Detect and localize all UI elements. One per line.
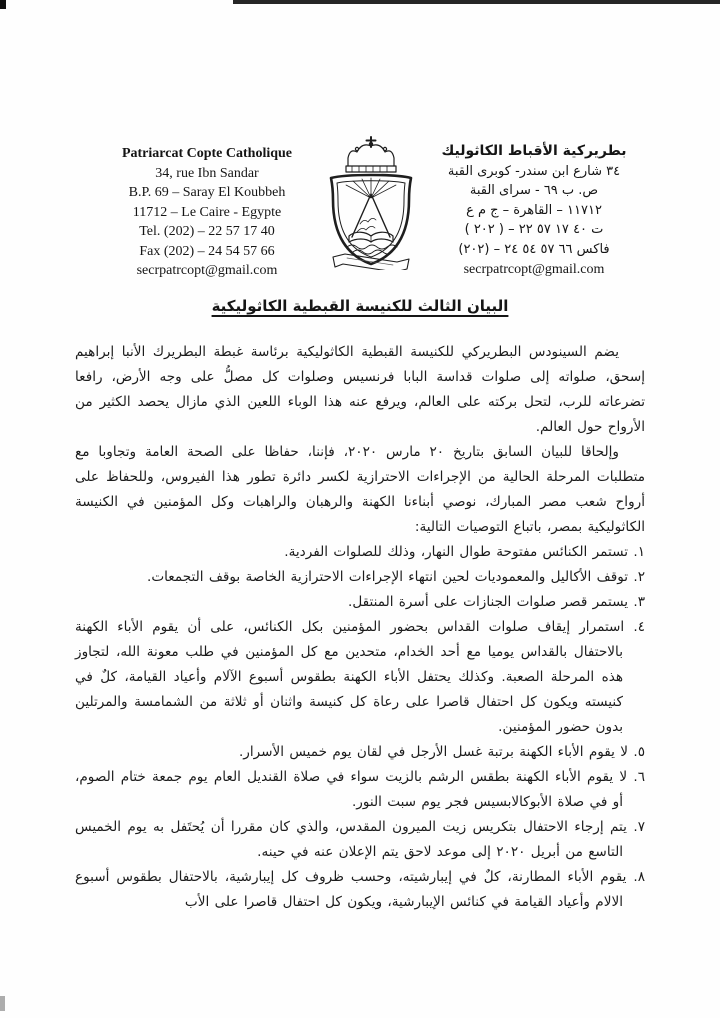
list-item bbox=[75, 565, 645, 590]
list-item bbox=[75, 590, 645, 615]
scan-artifact-top-edge bbox=[233, 0, 720, 4]
document-title: البيان الثالث للكنيسة القبطية الكاثوليكية bbox=[211, 297, 509, 315]
list-item-text: استمرار إيقاف صلوات القداس بحضور المؤمنين بكل الكنائس، على أن يقوم الأباء الكهنة بالاحتفال بالقداس يوميا مع أحد الخدام، متحدين مع كل المؤمنين في طلب معونة الله، لتجاوز هذه المرحلة الصعبة. وكذلك يحتفل الأباء الكهنة بطقوس أسبوع الآلام وأعياد القيامة، كلٌ في كنيسته ويكون كل احتفال قاصرا على رعاة كل كنيسة واثنان أو ثلاثة من الشمامسة والمرتلين بدون حضور المؤمنين. bbox=[75, 619, 625, 735]
email-text: secrpatrcopt@gmail.com bbox=[463, 261, 605, 277]
list-item-text: توقف الأكاليل والمعموديات لحين انتهاء الإجراءات الاحترازية الخاصة بوقف التجمعات. bbox=[147, 569, 629, 585]
letterhead-french bbox=[98, 144, 316, 281]
phone-line: ت ٤٠ ١٧ ٥٧ ٢٢ – ( ٢٠٢ ) bbox=[464, 222, 604, 238]
list-item-number: ٧. bbox=[633, 819, 645, 835]
address-line: 34, rue Ibn Sandar bbox=[155, 165, 259, 181]
fax-line: Fax (202) – 24 54 57 66 bbox=[139, 243, 275, 259]
body-paragraph: وإلحاقا للبيان السابق بتاريخ ٢٠ مارس ٢٠٢٠، فإننا، حفاظا على الصحة العامة وتجاوبا مع متطلبات المرحلة الحالية من الإجراءات الاحترازية لكسر دائرة تطور هذا الفيروس، وللحفاظ على أرواح شعب مصر المبارك، نوصي أبناءنا الكهنة والرهبان والراهبات وكل المؤمنين في الكنيسة الكاثوليكية بمصر، باتباع التوصيات التالية: bbox=[75, 444, 645, 535]
list-item-number: ٤. bbox=[633, 619, 645, 635]
address-line: ٣٤ شارع ابن سندر- كوبرى القبة bbox=[447, 163, 621, 179]
body-paragraph: يضم السينودس البطريركي للكنيسة القبطية الكاثوليكية برئاسة غبطة البطريرك الأنبا إبراهيم إسحق، صلواته إلى صلوات قداسة البابا فرنسيس وصلوات كل مصلُّ على وجه الأرض، رافعا تضرعاته للرب، لتحل بركته على العالم، ويرفع عنه هذا الوباء اللعين الذي مازال يحصد الكثير من الأرواح حول العالم. bbox=[75, 344, 645, 435]
list-item-number: ٥. bbox=[633, 744, 645, 760]
org-name-arabic: بطريركية الأقباط الكاثوليك bbox=[441, 143, 627, 159]
letterhead-arabic bbox=[424, 142, 644, 279]
address-line: ص. ب ٦٩ - سراى القبة bbox=[469, 183, 599, 199]
list-item-number: ١. bbox=[633, 544, 645, 560]
list-item bbox=[75, 615, 645, 740]
list-item-number: ٢. bbox=[633, 569, 645, 585]
document-body bbox=[75, 340, 645, 915]
list-item bbox=[75, 740, 645, 765]
list-item-number: ٣. bbox=[633, 594, 645, 610]
fax-line: فاكس ٦٦ ٥٧ ٥٤ ٢٤ – (٢٠٢) bbox=[458, 241, 610, 257]
list-item-text: يقوم الأباء المطارنة، كلٌ في إيبارشيته، وحسب ظروف كل إيبارشية، بالاحتفال بطقوس أسبوع الالام وأعياد القيامة في كنائس الإيبارشية، ويكون كل احتفال قاصرا على الأب bbox=[75, 869, 627, 910]
address-line: B.P. 69 – Saray El Koubbeh bbox=[128, 185, 286, 200]
list-item bbox=[75, 540, 645, 565]
list-item-text: تستمر الكنائس مفتوحة طوال النهار، وذلك للصلوات الفردية. bbox=[284, 544, 629, 560]
org-name-french: Patriarcat Copte Catholique bbox=[121, 146, 293, 161]
scan-artifact-corner bbox=[0, 0, 6, 9]
list-item bbox=[75, 815, 645, 865]
address-line: ١١٧١٢ – القاهرة – ج م ع bbox=[466, 202, 602, 218]
list-item-text: يستمر قصر صلوات الجنازات على أسرة المنتقل. bbox=[348, 594, 629, 610]
list-item bbox=[75, 865, 645, 915]
email-text: secrpatrcopt@gmail.com bbox=[136, 263, 278, 278]
address-line: 11712 – Le Caire - Egypte bbox=[132, 204, 282, 220]
list-item bbox=[75, 765, 645, 815]
list-item-number: ٦. bbox=[633, 769, 645, 785]
list-item-text: لا يقوم الأباء الكهنة برتبة غسل الأرجل في لقان يوم خميس الأسرار. bbox=[238, 744, 629, 760]
list-item-text: يتم إرجاء الاحتفال بتكريس زيت الميرون المقدس، والذي كان مقررا أن يُحتَفل به يوم الخميس التاسع من أبريل ٢٠٢٠ إلى موعد لاحق يتم الإعلان عنه في حينه. bbox=[75, 819, 627, 860]
scan-artifact-bottom-left bbox=[0, 996, 5, 1011]
patriarchate-crest-icon bbox=[316, 136, 426, 270]
list-item-text: لا يقوم الأباء الكهنة بطقس الرشم بالزيت سواء في صلاة القنديل العام يوم جمعة ختام الصوم، أو في صلاة الأبوكالابسيس فجر يوم سبت النور. bbox=[75, 769, 628, 810]
phone-line: Tel. (202) – 22 57 17 40 bbox=[139, 224, 275, 239]
list-item-number: ٨. bbox=[633, 869, 645, 885]
